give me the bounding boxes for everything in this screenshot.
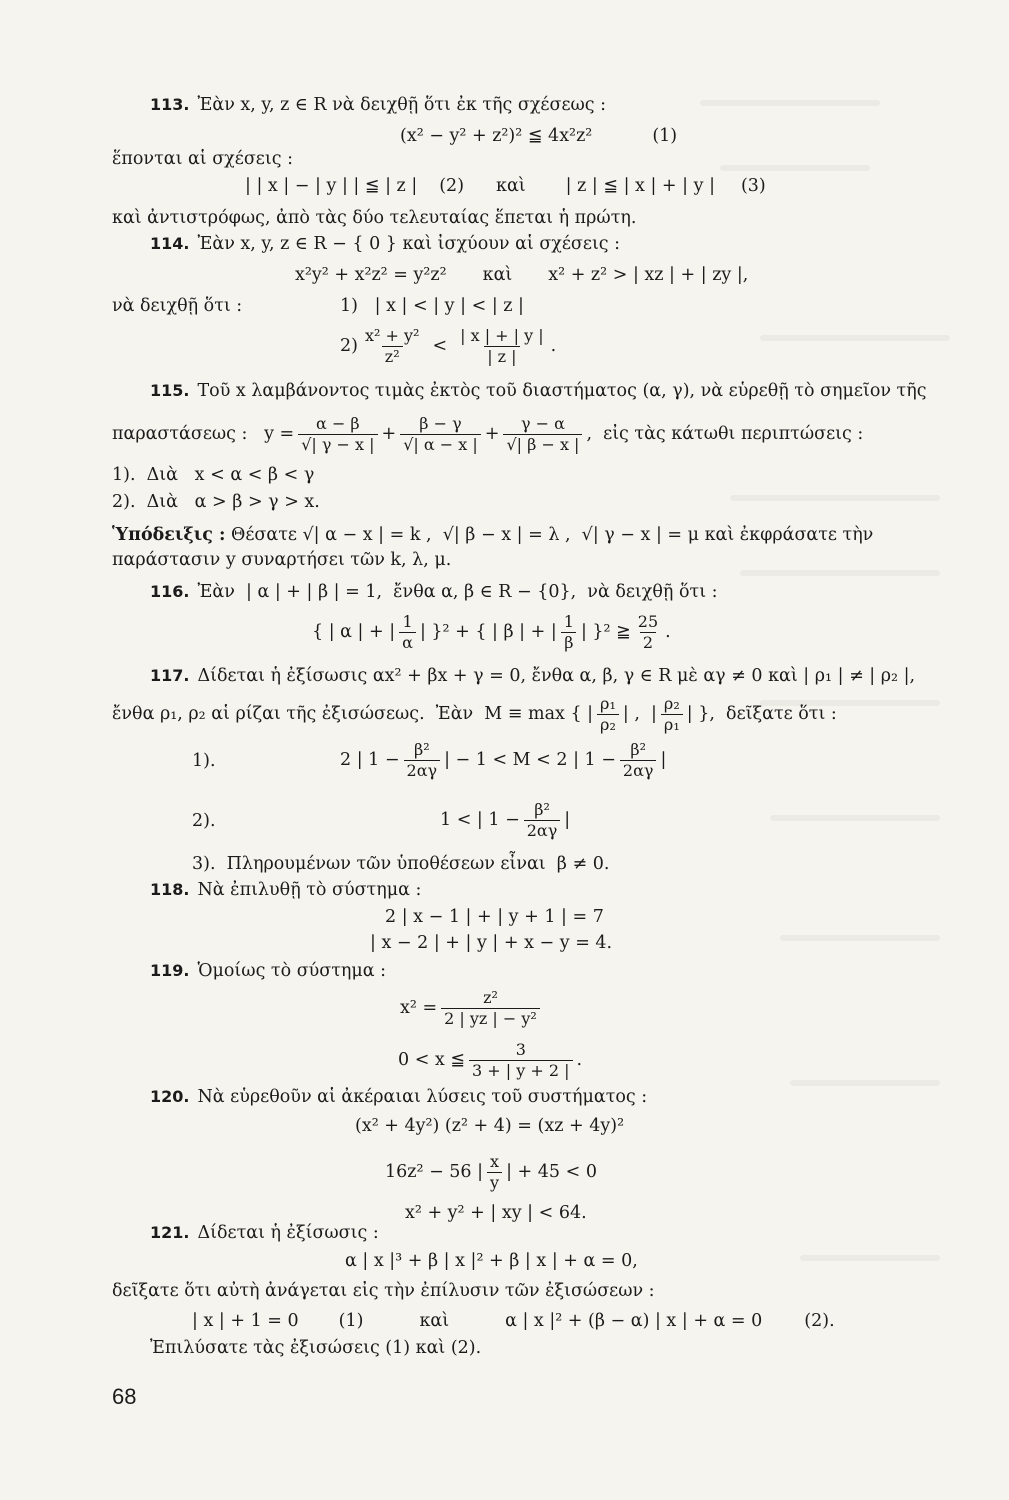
fraction: $\frac{1}{\beta}$ <box>561 612 577 653</box>
problem-115-hint-cont: παράστασιν y συναρτήσει τῶν k, λ, μ. <box>112 550 452 570</box>
problem-114-conditions: x²y² + x²z² = y²z² καὶ x² + z² > | xz | + | zy |, <box>295 265 749 285</box>
problem-117-case3: 3). Πληρουμένων τῶν ὑποθέσεων εἶναι β ≠ 0. <box>192 854 610 874</box>
problem-number: 120. <box>150 1087 190 1106</box>
problem-114-show: νὰ δειχθῇ ὅτι : <box>112 296 243 316</box>
problem-number: 121. <box>150 1223 190 1242</box>
fraction: $\frac{\text{ρ₂}}{\text{ρ₁}}$ <box>661 694 683 735</box>
fraction: $\frac{\text{z²}}{\text{2 | yz | − y²}}$ <box>441 988 540 1029</box>
problem-120-eq2: 16z² − 56 | $\frac{x}{y}$ | + 45 < 0 <box>385 1152 597 1192</box>
problem-116-inequality: { | α | + | $\frac{1}{\alpha}$ | }² + { | β | + | $\frac{1}{\beta}$ | }² ≧ $\frac{25}{2}$ . <box>312 612 671 652</box>
fraction: $\frac{\text{x² + y²}}{\text{z²}}$ <box>364 326 420 366</box>
problem-121-show: δεῖξατε ὅτι αὐτὴ ἀνάγεται εἰς τὴν ἐπίλυσιν τῶν ἐξισώσεων : <box>112 1281 655 1301</box>
fraction: $\frac{25}{2}$ <box>637 612 659 652</box>
problem-number: 117. <box>150 666 190 685</box>
fraction: $\frac{1}{\alpha}$ <box>399 612 416 653</box>
problem-number: 114. <box>150 234 190 253</box>
problem-117-definition: ἔνθα ρ₁, ρ₂ αἱ ρίζαι τῆς ἐξισώσεως. Ἐὰν M ≡ max { | $\frac{\text{ρ₁}}{\text{ρ₂}}$ | , | $\frac{\text{ρ₂}}{\text{ρ₁}}$ | }, δεῖξατε ὅτι : <box>112 694 837 734</box>
problem-115-case2: 2). Διὰ α > β > γ > x. <box>112 492 320 512</box>
problem-number: 115. <box>150 381 190 400</box>
fraction: $\frac{\text{β²}}{2\alpha\gamma}$ <box>620 740 657 781</box>
problem-115-statement: 115. Τοῦ x λαμβάνοντος τιμὰς ἐκτὸς τοῦ διαστήματος (α, γ), νὰ εὑρεθῇ τὸ σημεῖον τῆς <box>150 381 927 401</box>
fraction: $\frac{\gamma - \alpha}{√| \beta - x |}$ <box>503 414 582 455</box>
problem-120-eq1: (x² + 4y²) (z² + 4) = (xz + 4y)² <box>355 1116 625 1136</box>
problem-117-case1-label: 1). <box>192 751 216 771</box>
fraction: $\frac{\text{β²}}{2\alpha\gamma}$ <box>524 800 561 841</box>
problem-118-statement: 118. Νὰ ἐπιλυθῇ τὸ σύστημα : <box>150 880 422 900</box>
fraction: $\frac{x}{y}$ <box>487 1152 502 1193</box>
problem-117-case1: 2 | 1 − $\frac{\text{β²}}{2\alpha\gamma}$ | − 1 < M < 2 | 1 − $\frac{\text{β²}}{2\alpha\gamma}$ | <box>340 740 667 780</box>
problem-number: 118. <box>150 880 190 899</box>
problem-114-item1: 1) | x | < | y | < | z | <box>340 296 524 316</box>
fraction: $\frac{3}{3 + | y + 2 |}$ <box>469 1040 573 1081</box>
fraction: $\frac{\text{β²}}{2\alpha\gamma}$ <box>404 740 441 781</box>
problem-113-statement: 113. Ἐὰν x, y, z ∈ R νὰ δειχθῇ ὅτι ἐκ τῆς σχέσεως : <box>150 95 607 115</box>
problem-113-eq1: (x² − y² + z²)² ≦ 4x²z² (1) <box>400 126 678 146</box>
problem-113-follow: ἕπονται αἱ σχέσεις : <box>112 149 293 169</box>
problem-number: 119. <box>150 961 190 980</box>
problem-117-statement: 117. Δίδεται ἡ ἐξίσωσις αx² + βx + γ = 0, ἔνθα α, β, γ ∈ R μὲ αγ ≠ 0 καὶ | ρ₁ | ≠ | ρ₂ |, <box>150 666 916 686</box>
problem-121-reduced-eqs: | x | + 1 = 0 (1) καὶ α | x |² + (β − α) | x | + α = 0 (2). <box>192 1311 835 1331</box>
page-number: 68 <box>112 1384 137 1409</box>
problem-113-conclusion: καὶ ἀντιστρόφως, ἀπὸ τὰς δύο τελευταίας ἕπεται ἡ πρώτη. <box>112 208 637 228</box>
fraction: $\frac{\beta - \gamma}{√| \alpha - x |}$ <box>400 414 481 455</box>
problem-114-statement: 114. Ἐὰν x, y, z ∈ R − { 0 } καὶ ἰσχύουν αἱ σχέσεις : <box>150 234 621 254</box>
problem-121-statement: 121. Δίδεται ἡ ἐξίσωσις : <box>150 1223 379 1243</box>
problem-115-expression: παραστάσεως : y = $\frac{\alpha - \beta}{√| \gamma - x |}$ + $\frac{\beta - \gamma}{√| \alpha - x |}$ + $\frac{\gamma - \alpha}{√| \beta - x |}$ , εἰς τὰς κάτωθι περιπτώσεις : <box>112 414 864 454</box>
problem-119-eq1: x² = $\frac{\text{z²}}{\text{2 | yz | − y²}}$ <box>400 988 544 1029</box>
problem-119-eq2: 0 < x ≦ $\frac{3}{3 + | y + 2 |}$ . <box>398 1040 583 1080</box>
problem-number: 116. <box>150 582 190 601</box>
problem-114-item2: 2) $\frac{\text{x² + y²}}{\text{z²}}$ < $\frac{| x | + | y |}{| z |}$ . <box>340 326 557 366</box>
problem-number: 113. <box>150 95 190 114</box>
problem-118-eq2: | x − 2 | + | y | + x − y = 4. <box>370 933 613 953</box>
problem-116-statement: 116. Ἐὰν | α | + | β | = 1, ἔνθα α, β ∈ R − {0}, νὰ δειχθῇ ὅτι : <box>150 582 718 602</box>
problem-113-eq2-eq3: | | x | − | y | | ≦ | z | (2) καὶ | z | ≦ | x | + | y | (3) <box>245 176 766 196</box>
problem-121-solve: Ἐπιλύσατε τὰς ἐξισώσεις (1) καὶ (2). <box>150 1338 482 1358</box>
problem-117-case2-label: 2). <box>192 811 216 831</box>
problem-118-eq1: 2 | x − 1 | + | y + 1 | = 7 <box>385 907 604 927</box>
problem-120-statement: 120. Νὰ εὑρεθοῦν αἱ ἀκέραιαι λύσεις τοῦ συστήματος : <box>150 1087 648 1107</box>
fraction: $\frac{\text{ρ₁}}{\text{ρ₂}}$ <box>597 694 619 735</box>
fraction: $\frac{\alpha - \beta}{√| \gamma - x |}$ <box>298 414 377 455</box>
problem-120-eq3: x² + y² + | xy | < 64. <box>405 1203 587 1223</box>
fraction: $\frac{| x | + | y |}{| z |}$ <box>460 326 544 366</box>
problem-115-hint: Ὑπόδειξις : Θέσατε √| α − x | = k , √| β − x | = λ , √| γ − x | = μ καὶ ἐκφράσατε τὴν <box>112 525 874 545</box>
problem-115-case1: 1). Διὰ x < α < β < γ <box>112 465 315 485</box>
problem-119-statement: 119. Ὁμοίως τὸ σύστημα : <box>150 961 387 981</box>
problem-121-equation: α | x |³ + β | x |² + β | x | + α = 0, <box>345 1251 638 1271</box>
problem-117-case2: 1 < | 1 − $\frac{\text{β²}}{2\alpha\gamma}$ | <box>440 800 571 840</box>
